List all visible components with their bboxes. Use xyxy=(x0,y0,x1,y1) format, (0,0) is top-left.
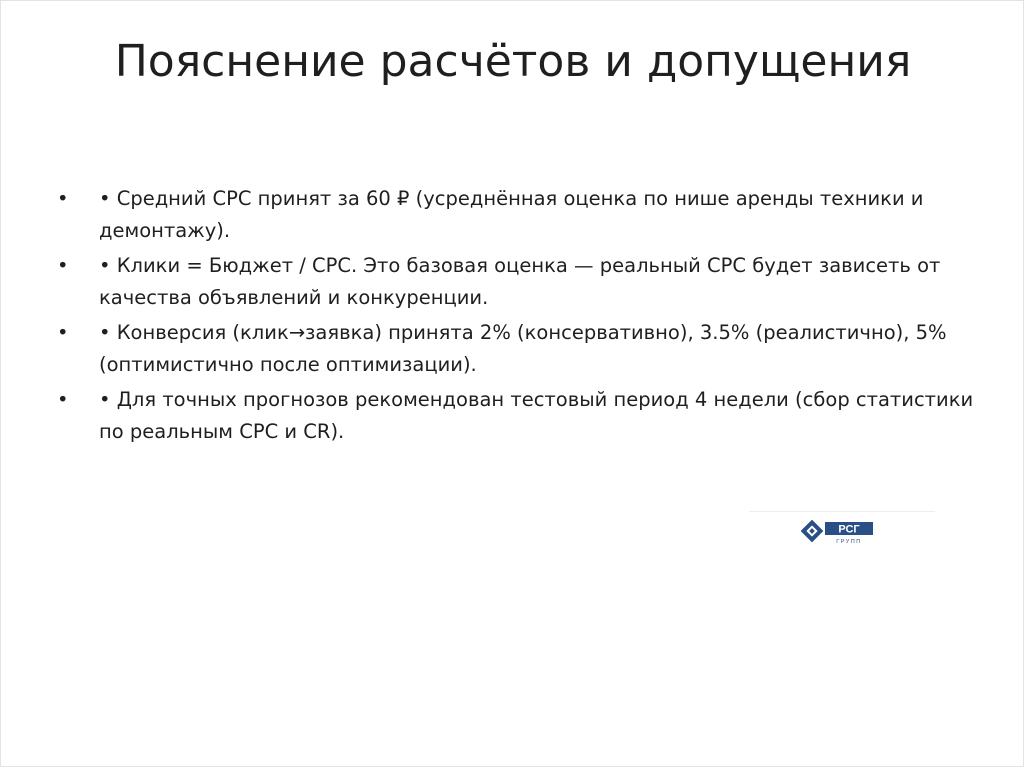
bullet-marker: • xyxy=(57,254,69,277)
list-item xyxy=(57,250,977,314)
bullet-marker: • xyxy=(57,187,69,210)
list-item xyxy=(57,317,977,381)
logo-text: РСГ xyxy=(838,523,860,536)
list-item xyxy=(57,384,977,448)
bullet-marker: • xyxy=(57,321,69,344)
bullet-list xyxy=(57,183,977,451)
logo-subtext: ГРУПП xyxy=(836,539,862,545)
slide-title: Пояснение расчётов и допущения xyxy=(114,36,912,87)
bullet-text: • Конверсия (клик→заявка) принята 2% (консервативно), 3.5% (реалистично), 5% (оптимистично после оптимизации). xyxy=(99,321,947,376)
bullet-marker: • xyxy=(57,388,69,411)
company-logo xyxy=(749,511,935,550)
logo-mark xyxy=(801,520,823,542)
bullet-text: • Для точных прогнозов рекомендован тестовый период 4 недели (сбор статистики по реальным CPC и CR). xyxy=(99,388,974,443)
list-item xyxy=(57,183,977,247)
bullet-text: • Средний CPC принят за 60 ₽ (усреднённая оценка по нише аренды техники и демонтажу). xyxy=(99,187,924,242)
company-logo-icon xyxy=(801,520,877,546)
bullet-text: • Клики = Бюджет / CPC. Это базовая оценка — реальный CPC будет зависеть от качества объявлений и конкуренции. xyxy=(99,254,941,309)
